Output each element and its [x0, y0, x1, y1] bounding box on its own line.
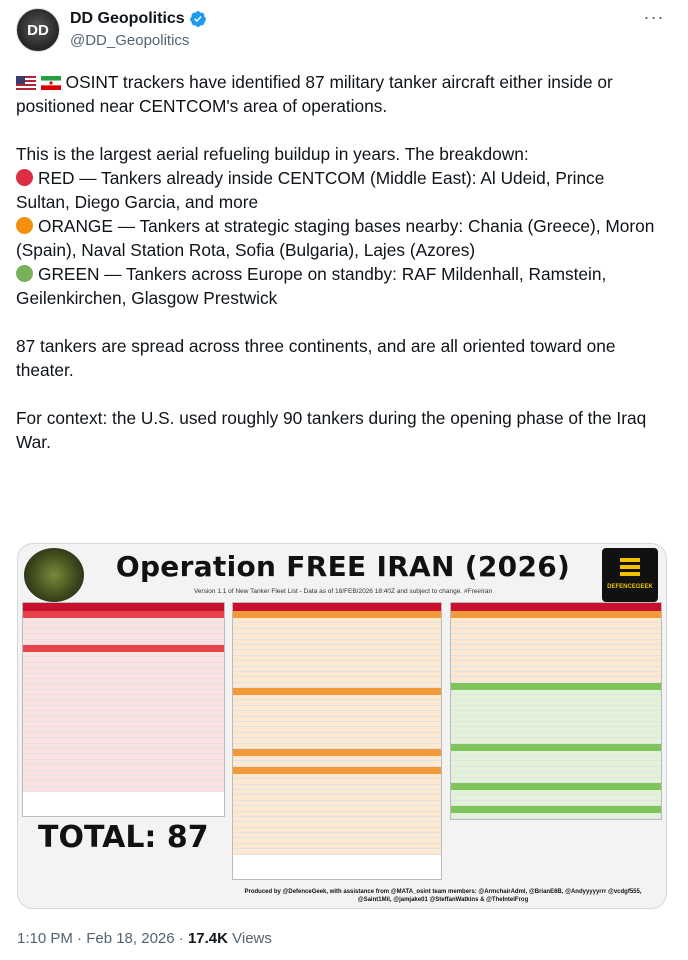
table-section-header — [451, 744, 661, 751]
table-row — [451, 813, 661, 818]
tweet-meta — [17, 930, 272, 947]
author-display-name[interactable]: DD Geopolitics — [70, 10, 185, 27]
tanker-table-orange — [232, 602, 442, 880]
table-section-header — [451, 611, 661, 618]
table-section-header — [451, 783, 661, 790]
image-credits: Produced by @DefenceGeek, with assistance from @MATA_osint team members: @ArmchairAdml, @BrianE6B, @Andyyyyyrrr @vcdgf555, @Saint1Mil, @jamjake01 @SteffanWatkins & @TheIntelFrog — [244, 889, 642, 903]
tweet-green-item — [16, 262, 656, 310]
red-circle-icon — [16, 169, 33, 186]
defencegeek-logo-text: DEFENCEGEEK — [607, 584, 653, 590]
table-section-header — [451, 683, 661, 690]
table-column-header — [23, 603, 224, 611]
table-column-header — [451, 603, 661, 611]
table-row — [233, 849, 441, 854]
table-row — [23, 787, 224, 792]
total-count: TOTAL: 87 — [38, 820, 209, 855]
green-circle-icon — [16, 265, 33, 282]
table-column-header — [233, 603, 441, 611]
defencegeek-logo-icon — [602, 548, 658, 602]
verified-badge-icon — [189, 10, 207, 28]
table-section-header — [451, 806, 661, 813]
tweet-red-item — [16, 166, 656, 214]
views-count: 17.4K — [187, 930, 228, 947]
author-handle[interactable]: @DD_Geopolitics — [70, 32, 190, 49]
tanker-table-red — [22, 602, 225, 817]
tweet-line-3: 87 tankers are spread across three continents, and are all oriented toward one theater. — [16, 336, 616, 380]
tweet-header — [16, 8, 672, 56]
tweet-timestamp[interactable]: 1:10 PM · Feb 18, 2026 · — [17, 930, 188, 947]
image-subtitle: Version 1.1 of New Tanker Fleet List - Data as of 18/FEB/2026 18:40Z and subject to change. #FreeIran — [193, 588, 493, 595]
tweet-orange-text: ORANGE — Tankers at strategic staging bases nearby: Chania (Greece), Moron (Spain), Naval Station Rota, Sofia (Bulgaria), Lajes (Azores) — [16, 216, 655, 260]
tweet-line-1: OSINT trackers have identified 87 military tanker aircraft either inside or positioned near CENTCOM's area of operations. — [16, 72, 613, 116]
tweet-orange-item — [16, 214, 656, 262]
iran-flag-icon — [41, 76, 61, 90]
paragraph-gap — [16, 382, 656, 406]
tweet-green-text: GREEN — Tankers across Europe on standby: RAF Mildenhall, Ramstein, Geilenkirchen, Glasgow Prestwick — [16, 264, 607, 308]
image-title: Operation FREE IRAN (2026) — [115, 550, 571, 583]
tweet-line-4: For context: the U.S. used roughly 90 tankers during the opening phase of the Iraq War. — [16, 408, 647, 452]
paragraph-gap — [16, 310, 656, 334]
table-section-header — [233, 767, 441, 774]
more-options-icon[interactable]: ··· — [643, 7, 665, 27]
paragraph-gap — [16, 118, 656, 142]
tweet-paragraph-1 — [16, 70, 656, 118]
us-flag-icon — [16, 76, 36, 90]
author-name-row[interactable] — [70, 10, 207, 28]
avatar[interactable]: DD — [16, 8, 60, 52]
tweet-red-text: RED — Tankers already inside CENTCOM (Middle East): Al Udeid, Prince Sultan, Diego Garcia, and more — [16, 168, 605, 212]
table-section-header — [233, 611, 441, 618]
table-section-header — [23, 611, 224, 618]
tweet-text — [16, 70, 656, 454]
orange-circle-icon — [16, 217, 33, 234]
views-label: Views — [227, 930, 272, 947]
table-section-header — [233, 688, 441, 695]
table-section-header — [233, 749, 441, 756]
tanker-table-green — [450, 602, 662, 820]
tweet-media-image[interactable] — [17, 543, 667, 909]
tweet-line-2: This is the largest aerial refueling buildup in years. The breakdown: — [16, 144, 529, 164]
table-section-header — [23, 645, 224, 652]
defencegeek-bars-icon — [620, 558, 640, 576]
